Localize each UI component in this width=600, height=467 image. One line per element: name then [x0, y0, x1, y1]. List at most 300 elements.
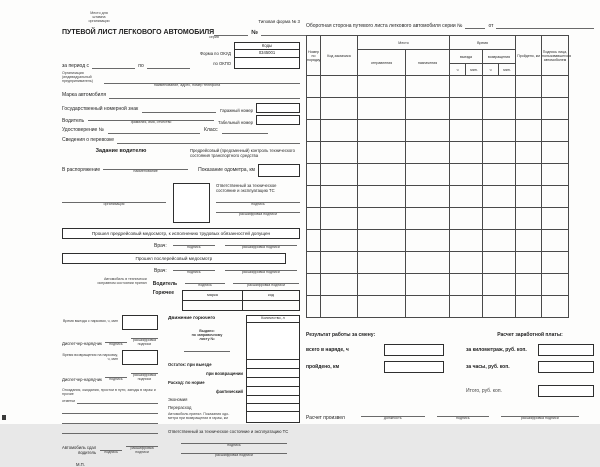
trip-row: [307, 230, 569, 252]
fuel-code-header: код: [243, 290, 300, 300]
trip-row: [307, 164, 569, 186]
th-customer-code: Код заказчика: [321, 36, 358, 76]
cell-departure[interactable]: [358, 252, 406, 274]
economy-label: Экономия: [168, 397, 188, 403]
per-km-row: [466, 344, 594, 356]
qty-header-cell: Количество, л: [246, 315, 300, 323]
cell-row-number[interactable]: [307, 252, 321, 274]
cell-departure[interactable]: [358, 230, 406, 252]
cell-destination[interactable]: [406, 142, 450, 164]
signature-decode-caption: расшифровка подписи: [215, 452, 253, 457]
signature-caption: подпись: [251, 201, 265, 206]
org-label: [62, 72, 104, 84]
cell-customer-code[interactable]: [321, 98, 358, 120]
cell-signature[interactable]: [542, 208, 569, 230]
cell-time-back[interactable]: [483, 252, 516, 274]
series-caption: серия: [209, 34, 219, 39]
transport-note-blank[interactable]: [117, 137, 300, 144]
cell-signature[interactable]: [542, 186, 569, 208]
cell-row-number[interactable]: [307, 120, 321, 142]
cell-signature[interactable]: [542, 274, 569, 296]
cell-departure[interactable]: [358, 142, 406, 164]
stamp-line: Место для: [90, 11, 108, 15]
cell-time-back[interactable]: [483, 208, 516, 230]
results-salary-row: [306, 332, 594, 397]
th-departure: отправления: [358, 50, 406, 76]
dispatcher-label: Диспетчер-нарядчик: [62, 341, 102, 347]
codes-header-cell: Коды: [234, 42, 300, 50]
cell-time-back[interactable]: [483, 76, 516, 98]
delays-blank[interactable]: [62, 417, 158, 424]
garage-no-box[interactable]: [256, 103, 300, 113]
accepted-odometer-box[interactable]: [246, 411, 300, 423]
class-label: Класс: [204, 127, 218, 134]
sig-pair: [173, 265, 215, 275]
cell-time-out[interactable]: [450, 186, 483, 208]
th-hours: ч: [483, 64, 499, 76]
cell-destination[interactable]: [406, 274, 450, 296]
org-label-line: Организация: [62, 70, 84, 75]
odometer-block: [198, 164, 300, 177]
cell-driven[interactable]: [516, 142, 542, 164]
cell-driven[interactable]: [516, 186, 542, 208]
reverse-date-blank[interactable]: [496, 22, 594, 29]
page-title: ПУТЕВОЙ ЛИСТ ЛЕГКОВОГО АВТОМОБИЛЯ: [62, 28, 215, 36]
salary-block: [466, 332, 594, 397]
okud-code-cell[interactable]: 0345001: [234, 49, 300, 58]
cell-driven[interactable]: [516, 230, 542, 252]
dispatcher-row-2: [62, 368, 158, 382]
org-label-line: предприниматель): [62, 78, 93, 83]
issued-label: [168, 330, 246, 352]
org2-col: [62, 183, 166, 207]
return-time-row: [62, 350, 158, 365]
issued-row: [168, 323, 300, 360]
driven-km-row: [306, 361, 444, 373]
okpo-code-cell[interactable]: [234, 57, 300, 69]
cell-destination[interactable]: [406, 98, 450, 120]
depart-time-label: Время выезда с парковки, ч, мин: [62, 319, 118, 324]
cell-time-out[interactable]: [450, 208, 483, 230]
cell-customer-code[interactable]: [321, 76, 358, 98]
th-time-back: возвращения: [483, 50, 516, 64]
period-from-blank[interactable]: [92, 62, 135, 69]
total-box[interactable]: [538, 385, 594, 397]
class-blank[interactable]: [222, 127, 268, 134]
task-col: [62, 148, 180, 155]
cell-time-back[interactable]: [483, 142, 516, 164]
cell-customer-code[interactable]: [321, 142, 358, 164]
cell-driven[interactable]: [516, 164, 542, 186]
driver-caption: фамилия, имя, отчество: [130, 119, 172, 124]
cell-time-back[interactable]: [483, 186, 516, 208]
total-hours-label: всего в наряде, ч: [306, 347, 349, 354]
responsible-col: [216, 183, 300, 217]
sig-pair: [126, 441, 158, 455]
driver-blank-wrap: [88, 115, 214, 125]
calc-by-row: [306, 411, 594, 421]
per-km-label: за километраж, руб. коп.: [466, 347, 527, 354]
title-row: [62, 29, 300, 36]
fuel-movement-col: [168, 315, 300, 458]
cell-destination[interactable]: [406, 76, 450, 98]
tab-no-box[interactable]: [256, 115, 300, 125]
results-title: Результат работы за смену:: [306, 332, 376, 338]
disposal-odometer-row: [62, 164, 300, 177]
cell-customer-code[interactable]: [321, 208, 358, 230]
precheck-text: Предрейсовый (предсменный) контроль технического состояния транспортного средства: [190, 147, 295, 158]
cell-customer-code[interactable]: [321, 230, 358, 252]
delays-blank[interactable]: [62, 407, 158, 414]
total-row: [466, 385, 594, 397]
driver-label: Водитель: [62, 118, 85, 125]
th-time-out: выезда: [450, 50, 483, 64]
cell-row-number[interactable]: [307, 76, 321, 98]
driver2-label: Водитель: [152, 281, 178, 288]
sig-pair: [131, 368, 158, 382]
cell-signature[interactable]: [542, 252, 569, 274]
per-hours-row: [466, 361, 594, 373]
car-handed-line: Автомобиль сдал: [62, 445, 97, 451]
cell-row-number[interactable]: [307, 164, 321, 186]
cell-departure[interactable]: [358, 186, 406, 208]
overrun-label: Перерасход: [168, 405, 192, 411]
stamp-box: [173, 183, 210, 223]
accepted-line: метра при возвращении в гараж, км: [168, 416, 228, 421]
cell-departure[interactable]: [358, 98, 406, 120]
car-brand-blank[interactable]: [109, 92, 300, 99]
signature-caption: подпись: [109, 341, 123, 346]
depart-time-row: [62, 315, 158, 330]
signature-caption: подпись: [186, 244, 201, 249]
cell-customer-code[interactable]: [321, 186, 358, 208]
trip-row: [307, 76, 569, 98]
header-top-row: [62, 12, 300, 24]
cell-signature[interactable]: [542, 164, 569, 186]
sig-pair: [501, 411, 579, 421]
signature-caption: подпись: [227, 442, 241, 447]
car-brand-label: Марка автомобиля: [62, 92, 107, 99]
sig-pair: [105, 337, 127, 347]
sig-pair: [185, 278, 225, 288]
sig-pair: [225, 240, 297, 250]
trip-row: [307, 208, 569, 230]
delays-blank[interactable]: [77, 397, 158, 404]
cell-driven[interactable]: [516, 120, 542, 142]
delays-label-2: отметки: [62, 399, 76, 404]
reverse-ot-label: от: [488, 22, 494, 29]
org2-blank-wrap: [62, 197, 166, 207]
per-hours-box[interactable]: [538, 361, 594, 373]
cell-time-back[interactable]: [483, 274, 516, 296]
cell-time-out[interactable]: [450, 164, 483, 186]
cell-driven[interactable]: [516, 76, 542, 98]
cell-destination[interactable]: [406, 252, 450, 274]
return-time-label: Время возвращения на парковку, ч, мин: [62, 353, 118, 361]
per-hours-label: за часы, руб. коп.: [466, 364, 510, 371]
cell-row-number[interactable]: [307, 98, 321, 120]
period-to-label: по: [138, 62, 144, 69]
sig-pair: [233, 278, 299, 288]
responsible2-sig-row: [181, 438, 287, 458]
period-block: [62, 62, 190, 69]
fuel-row: [153, 290, 300, 311]
cell-customer-code[interactable]: [321, 274, 358, 296]
sig-pair: [437, 411, 489, 421]
reverse-title-row: [306, 22, 594, 29]
sig-pair: [173, 240, 215, 250]
series-blank[interactable]: [214, 29, 248, 36]
sig-pair: [225, 265, 297, 275]
series-caption-row: [62, 36, 300, 40]
driver-row: [62, 115, 300, 125]
issued-line: листу №: [199, 337, 215, 342]
th-destination: назначения: [406, 50, 450, 76]
bottom-split: [62, 315, 300, 467]
org-label-line: (индивидуальный: [62, 74, 92, 79]
cell-time-back[interactable]: [483, 120, 516, 142]
cell-driven[interactable]: [516, 296, 542, 318]
cell-time-out[interactable]: [450, 252, 483, 274]
total-label: Итого, руб. коп.: [466, 388, 502, 395]
signature-decode-caption: расшифровка подписи: [239, 211, 277, 216]
odometer-box[interactable]: [258, 164, 300, 177]
delays-blank[interactable]: [62, 427, 158, 434]
organization-row: [62, 72, 300, 84]
signature-caption: подпись: [104, 450, 118, 455]
bottom-left-col: [62, 315, 158, 467]
state-plate-label: Государственный номерной знак: [62, 106, 139, 113]
th-minutes: мин.: [466, 64, 483, 76]
fuel-brand-cell[interactable]: [183, 300, 243, 310]
th-hours: ч: [450, 64, 466, 76]
th-time: Время: [450, 36, 516, 50]
cell-time-out[interactable]: [450, 76, 483, 98]
cell-row-number[interactable]: [307, 186, 321, 208]
cell-time-back[interactable]: [483, 98, 516, 120]
stamp-line: организации: [88, 18, 110, 23]
post-med-box: Прошел послерейсовый медосмотр: [62, 253, 286, 264]
number-sign: №: [251, 29, 258, 36]
issued-box[interactable]: [246, 322, 300, 360]
disposal-blank-wrap: [103, 164, 188, 174]
th-minutes: мин.: [499, 64, 516, 76]
car-ok-row: [62, 278, 300, 311]
sig-pair: [100, 445, 122, 455]
car-handed-line: водитель: [78, 450, 97, 456]
fuel-code-cell[interactable]: [243, 300, 300, 310]
org2-caption: организация: [103, 201, 125, 206]
position-caption: должность: [383, 416, 402, 421]
scan-artifact: [2, 415, 6, 420]
cell-time-out[interactable]: [450, 120, 483, 142]
cell-row-number[interactable]: [307, 230, 321, 252]
org-caption: наименование, адрес, номер телефона: [153, 82, 221, 87]
cell-departure[interactable]: [358, 274, 406, 296]
cell-customer-code[interactable]: [321, 252, 358, 274]
doctor-row-1: [62, 240, 300, 250]
middle-block: [62, 183, 300, 223]
license-label: Удостоверение №: [62, 127, 105, 134]
signature-caption: подпись: [186, 269, 201, 274]
cell-destination[interactable]: [406, 230, 450, 252]
cell-time-back[interactable]: [483, 230, 516, 252]
car-ok-text: [62, 278, 147, 286]
signature-caption: подпись: [455, 416, 470, 421]
sig-pair: [105, 372, 127, 382]
issued-line: по заправочному: [191, 333, 223, 338]
cell-signature[interactable]: [542, 120, 569, 142]
actual-label: фактический: [216, 388, 243, 394]
cell-row-number[interactable]: [307, 142, 321, 164]
task-precheck-row: [62, 148, 300, 158]
signature-caption: подпись: [109, 377, 123, 382]
depart-time-box[interactable]: [122, 315, 158, 330]
cell-departure[interactable]: [358, 76, 406, 98]
cell-customer-code[interactable]: [321, 164, 358, 186]
period-to-blank[interactable]: [147, 62, 190, 69]
cell-row-number[interactable]: [307, 208, 321, 230]
cell-destination[interactable]: [406, 296, 450, 318]
sig-pair: [216, 197, 300, 207]
cell-row-number[interactable]: [307, 296, 321, 318]
cell-time-out[interactable]: [450, 230, 483, 252]
driven-km-label: пройдено, км: [306, 364, 340, 371]
total-hours-box[interactable]: [384, 344, 444, 356]
transport-note-label: Сведения о перевозке: [62, 137, 115, 144]
driver-task-title: Задание водителю: [95, 147, 147, 154]
cell-signature[interactable]: [542, 230, 569, 252]
reverse-page: [306, 0, 594, 421]
cell-destination[interactable]: [406, 164, 450, 186]
cell-signature[interactable]: [542, 142, 569, 164]
state-plate-row: [62, 103, 300, 113]
front-page: [62, 0, 300, 467]
driver2-fuel-col: [153, 278, 300, 311]
issued-blank[interactable]: [184, 345, 231, 352]
signature-decode-caption: расшифровка подписи: [130, 446, 154, 455]
garage-no-label: Гаражный номер: [220, 107, 253, 113]
reverse-number-blank[interactable]: [465, 22, 485, 29]
cell-signature[interactable]: [542, 76, 569, 98]
period-codes-row: [62, 42, 300, 69]
license-row: [62, 127, 300, 134]
reverse-title: Оборотная сторона путевого листа легкового автомобиля серии №: [306, 22, 463, 29]
sig-pair: [181, 438, 287, 448]
okud-label: Форма по ОКУД: [199, 51, 231, 57]
delays-block: [62, 389, 158, 434]
fuel-movement-title: Движение горючего: [168, 315, 216, 321]
sig-pair: [361, 411, 425, 421]
cell-driven[interactable]: [516, 252, 542, 274]
signature-decode-caption: расшифровка подписи: [132, 337, 157, 346]
trip-row: [307, 142, 569, 164]
cell-time-out[interactable]: [450, 142, 483, 164]
accepted-line: Автомобиль принял. Показания одо-: [168, 412, 230, 417]
rest-out-label: Остаток: при выезде: [168, 361, 212, 367]
trip-row: [307, 252, 569, 274]
cell-driven[interactable]: [516, 98, 542, 120]
period-from-label: за период с: [62, 62, 90, 69]
tab-no-label: Табельный номер: [218, 119, 253, 125]
cell-customer-code[interactable]: [321, 296, 358, 318]
sig-pair: [216, 207, 300, 217]
form-type-label: Типовая форма № 3: [258, 18, 300, 24]
cell-departure[interactable]: [358, 208, 406, 230]
okpo-label: по ОКПО: [213, 60, 231, 66]
cell-signature[interactable]: [542, 296, 569, 318]
cell-destination[interactable]: [406, 208, 450, 230]
cell-destination[interactable]: [406, 120, 450, 142]
cell-driven[interactable]: [516, 274, 542, 296]
cell-time-out[interactable]: [450, 98, 483, 120]
car-ok-line: исправном состоянии принял: [97, 280, 147, 285]
cell-time-out[interactable]: [450, 296, 483, 318]
codes-block: [192, 42, 300, 69]
responsible-sig-row: [216, 197, 300, 217]
disposal-caption: наименование: [133, 168, 158, 173]
sig-pair: [131, 333, 158, 347]
cell-customer-code[interactable]: [321, 120, 358, 142]
norm-label: Расход: по норме: [168, 379, 205, 385]
calc-by-label: Расчет произвел: [306, 414, 345, 421]
cell-row-number[interactable]: [307, 274, 321, 296]
cell-time-out[interactable]: [450, 274, 483, 296]
accepted-row: [168, 412, 300, 423]
car-ok-line: Автомобиль в технически: [103, 276, 147, 281]
doctor-label: Врач:: [154, 268, 167, 275]
cell-departure[interactable]: [358, 296, 406, 318]
driven-km-box[interactable]: [384, 361, 444, 373]
rest-back-label: при возвращении: [206, 370, 243, 376]
cell-signature[interactable]: [542, 98, 569, 120]
cell-driven[interactable]: [516, 208, 542, 230]
results-block: [306, 332, 444, 373]
license-blank[interactable]: [108, 127, 200, 134]
cell-departure[interactable]: [358, 120, 406, 142]
stamp-line: штампа: [92, 14, 106, 19]
stamp-area: [76, 12, 122, 24]
delays-label: Опоздания, ожидания, простои в пути, заезды в гараж и прочие: [62, 388, 156, 397]
odometer-label: Показание одометра, км: [198, 167, 255, 174]
th-row-number: Номер по порядку: [307, 36, 321, 76]
state-plate-blank[interactable]: [142, 106, 216, 113]
cell-destination[interactable]: [406, 186, 450, 208]
disposal-block: [62, 164, 188, 174]
car-brand-row: [62, 92, 300, 99]
responsible-text: Ответственный за техническое состояние и эксплуатацию ТС: [216, 182, 277, 193]
return-time-box[interactable]: [122, 350, 158, 365]
pre-med-box: Прошел предрейсовый медосмотр, к исполнению трудовых обязанностей допущен: [62, 228, 300, 239]
cell-departure[interactable]: [358, 164, 406, 186]
fuel-label: Горючее: [152, 289, 174, 296]
doctor-row-2: [62, 265, 300, 275]
trip-row: [307, 120, 569, 142]
transport-note-row: [62, 137, 300, 144]
signature-decode-caption: расшифровка подписи: [247, 282, 286, 287]
dispatcher-label: Диспетчер-нарядчик: [62, 377, 102, 383]
driver2-sig-row: [153, 278, 300, 288]
per-km-box[interactable]: [538, 344, 594, 356]
cell-time-back[interactable]: [483, 164, 516, 186]
accepted-label: [168, 413, 246, 421]
cell-time-back[interactable]: [483, 296, 516, 318]
disposal-label: В распоряжение: [62, 167, 101, 174]
salary-title: Расчет заработной платы:: [497, 332, 563, 338]
fuel-table: [182, 290, 300, 311]
trip-row: [307, 296, 569, 318]
trip-table-head: [307, 36, 572, 76]
